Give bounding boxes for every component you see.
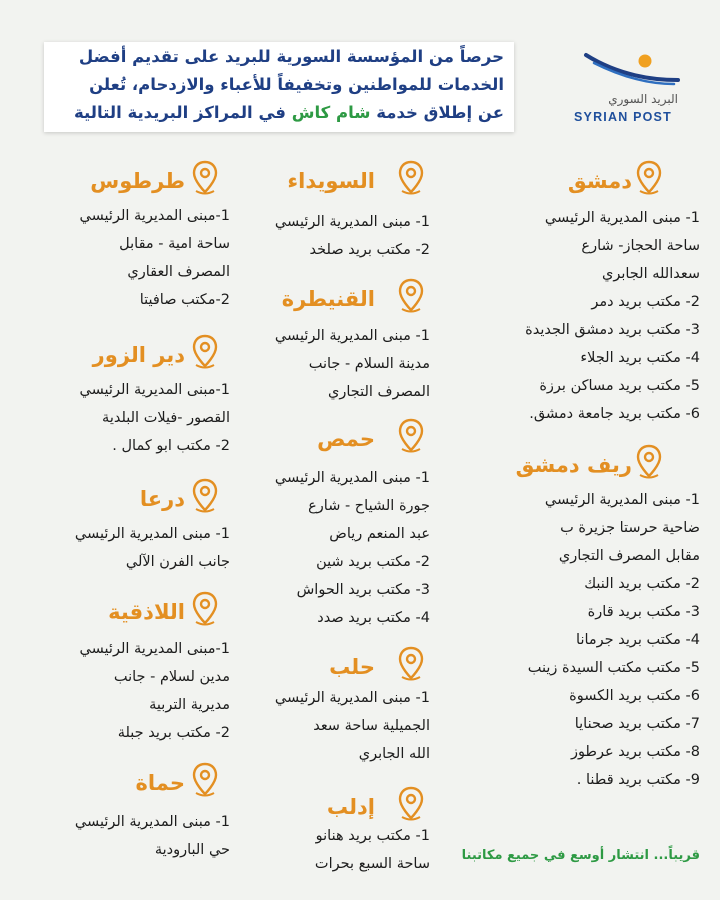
- list-line: 8- مكتب بريد عرطوز: [570, 744, 700, 760]
- list-line: 1- مبنى المديرية الرئيسي: [544, 492, 700, 508]
- list-line: 1-مبنى المديرية الرئيسي: [79, 382, 230, 398]
- section-header: [470, 450, 700, 480]
- section-header: [250, 166, 430, 196]
- section-header: [250, 424, 430, 454]
- section-rif-damascus: [470, 450, 700, 790]
- section-header: [250, 652, 430, 682]
- sham-cash-highlight: شام كاش: [291, 103, 371, 122]
- section-aleppo: [250, 652, 430, 772]
- list-line: 1- مكتب بريد هنانو: [315, 828, 430, 844]
- section-damascus: [470, 166, 700, 422]
- intro-box: [44, 42, 514, 132]
- section-title: دمشق: [567, 169, 632, 193]
- section-header: [250, 792, 430, 822]
- list-line: 5- مكتب بريد مساكن برزة: [539, 378, 700, 394]
- section-tartous: [50, 166, 230, 316]
- section-header: [50, 597, 230, 627]
- section-sweida: [250, 166, 430, 266]
- location-pin-icon: [398, 278, 424, 314]
- list-line: سعدالله الجابري: [602, 266, 700, 282]
- list-line: الجميلية ساحة سعد: [313, 718, 430, 734]
- list-line: المصرف العقاري: [127, 264, 230, 280]
- list-line: 2- مكتب ابو كمال .: [112, 438, 230, 454]
- section-latakia: [50, 597, 230, 747]
- section-title: السويداء: [287, 169, 375, 193]
- location-pin-icon: [636, 160, 662, 196]
- location-pin-icon: [398, 786, 424, 822]
- list-line: جانب الفرن الآلي: [125, 554, 230, 570]
- intro-line-3-end: في المراكز البريدية التالية: [74, 103, 286, 122]
- location-pin-icon: [192, 762, 218, 798]
- section-homs: [250, 424, 430, 634]
- section-header: [50, 768, 230, 798]
- list-line: 5- مكتب مكتب السيدة زينب: [527, 660, 700, 676]
- section-title: حماة: [135, 771, 185, 795]
- section-header: [50, 340, 230, 370]
- list-line: مدين لسلام - جانب: [113, 669, 230, 685]
- list-line: 1- مبنى المديرية الرئيسي: [74, 814, 230, 830]
- list-line: ضاحية حرستا جزيرة ب: [560, 520, 700, 536]
- section-header: [50, 484, 230, 514]
- list-line: 1- مبنى المديرية الرئيسي: [274, 214, 430, 230]
- list-line: 3- مكتب بريد الحواش: [296, 582, 430, 598]
- list-line: 3- مكتب بريد قارة: [587, 604, 700, 620]
- list-line: مديرية التربية: [149, 697, 230, 713]
- location-pin-icon: [398, 418, 424, 454]
- section-title: القنيطرة: [281, 287, 375, 311]
- list-line: عبد المنعم رياض: [329, 526, 430, 542]
- list-line: جورة الشياح - شارع: [308, 498, 430, 514]
- list-line: 4- مكتب بريد الجلاء: [580, 350, 700, 366]
- intro-line-3: [44, 102, 504, 124]
- location-pin-icon: [398, 160, 424, 196]
- section-header: [470, 166, 700, 196]
- list-line: 9- مكتب بريد قطنا .: [576, 772, 700, 788]
- list-line: القصور -فيلات البلدية: [102, 410, 230, 426]
- section-hama: [50, 768, 230, 858]
- list-line: 4- مكتب بريد جرمانا: [576, 632, 700, 648]
- list-line: 2- مكتب بريد صلخد: [309, 242, 430, 258]
- logo-swoosh-icon: [582, 50, 682, 92]
- list-line: 7- مكتب بريد صحنايا: [574, 716, 700, 732]
- list-line: 6- مكتب بريد جامعة دمشق.: [529, 406, 700, 422]
- list-line: 1- مبنى المديرية الرئيسي: [274, 470, 430, 486]
- footer-note: قريباً... انتشار أوسع في جميع مكاتبنا: [461, 848, 700, 863]
- list-line: ساحة الحجاز- شارع: [581, 238, 700, 254]
- list-line: 1-مبنى المديرية الرئيسي: [79, 208, 230, 224]
- section-daraa: [50, 484, 230, 574]
- section-title: حلب: [329, 655, 375, 679]
- list-line: 1- مبنى المديرية الرئيسي: [544, 210, 700, 226]
- location-pin-icon: [192, 591, 218, 627]
- list-line: ساحة السبع بحرات: [314, 856, 430, 872]
- list-line: 1- مبنى المديرية الرئيسي: [274, 328, 430, 344]
- list-line: 3- مكتب بريد دمشق الجديدة: [525, 322, 700, 338]
- list-line: 2- مكتب بريد النبك: [584, 576, 700, 592]
- intro-line-2: الخدمات للمواطنين وتخفيفاً للأعباء والازدحام، تُعلن: [89, 75, 504, 94]
- location-pin-icon: [192, 160, 218, 196]
- list-line: المصرف التجاري: [328, 384, 430, 400]
- location-pin-icon: [192, 334, 218, 370]
- list-line: 2-مكتب صافيتا: [139, 292, 230, 308]
- section-title: طرطوس: [90, 169, 185, 193]
- logo-english-text: SYRIAN POST: [574, 110, 672, 124]
- intro-line-1: حرصاً من المؤسسة السورية للبريد على تقديم أفضل: [78, 47, 504, 66]
- list-line: حي البارودية: [154, 842, 230, 858]
- list-line: 2- مكتب بريد شين: [316, 554, 430, 570]
- location-pin-icon: [636, 444, 662, 480]
- syrian-post-logo: [560, 50, 700, 130]
- section-deir-ezzor: [50, 340, 230, 460]
- section-title: إدلب: [326, 795, 375, 819]
- section-header: [250, 284, 430, 314]
- list-line: 1- مبنى المديرية الرئيسي: [74, 526, 230, 542]
- location-pin-icon: [398, 646, 424, 682]
- list-line: الله الجابري: [358, 746, 430, 762]
- list-line: مقابل المصرف التجاري: [558, 548, 700, 564]
- section-title: درعا: [139, 487, 185, 511]
- intro-line-3-start: عن إطلاق خدمة: [376, 103, 504, 122]
- section-title: اللاذقية: [108, 600, 185, 624]
- section-title: ريف دمشق: [515, 453, 632, 477]
- logo-arabic-text: البريد السوري: [608, 92, 678, 106]
- list-line: 2- مكتب بريد دمر: [591, 294, 700, 310]
- section-quneitra: [250, 284, 430, 410]
- list-line: 2- مكتب بريد جبلة: [117, 725, 230, 741]
- list-line: 6- مكتب بريد الكسوة: [569, 688, 700, 704]
- section-title: حمص: [317, 427, 375, 451]
- section-header: [50, 166, 230, 196]
- list-line: مدينة السلام - جانب: [308, 356, 430, 372]
- list-line: ساحة امية - مقابل: [119, 236, 230, 252]
- list-line: 1- مبنى المديرية الرئيسي: [274, 690, 430, 706]
- section-idlib: [250, 792, 430, 882]
- list-line: 4- مكتب بريد صدد: [317, 610, 430, 626]
- section-title: دير الزور: [92, 343, 185, 367]
- location-pin-icon: [192, 478, 218, 514]
- list-line: 1-مبنى المديرية الرئيسي: [79, 641, 230, 657]
